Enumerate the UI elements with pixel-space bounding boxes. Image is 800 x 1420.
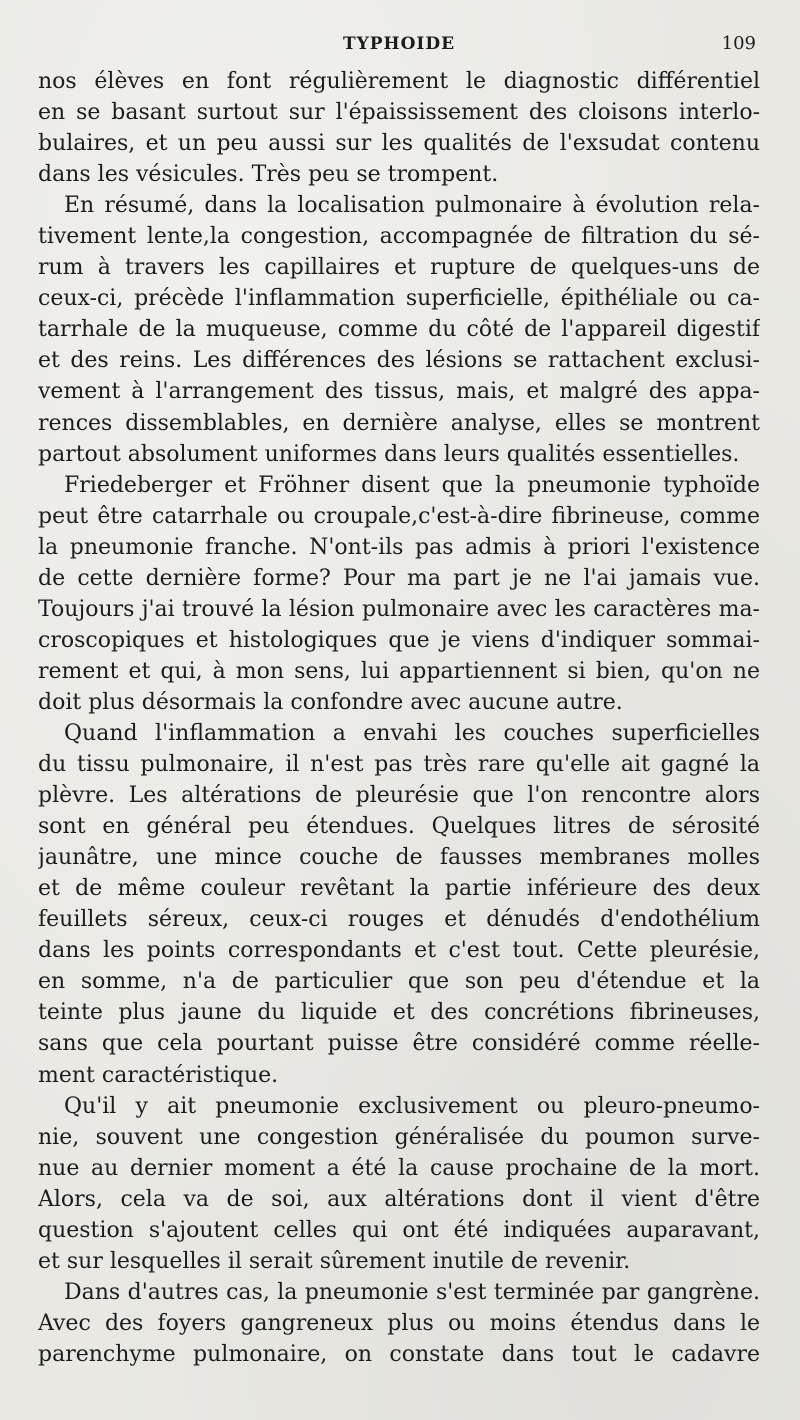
running-head: TYPHOIDE xyxy=(342,34,456,54)
text-line: en se basant surtout sur l'épaississement des cloisons interlo- xyxy=(38,100,760,126)
text-line: partout absolument uniformes dans leurs qualités essentielles. xyxy=(38,441,740,467)
page-header xyxy=(40,30,758,58)
text-line: rences dissemblables, en dernière analyse, elles se montrent xyxy=(38,410,760,436)
text-line: doit plus désormais la confondre avec aucune autre. xyxy=(38,689,623,715)
text-line: ment caractéristique. xyxy=(38,1062,279,1088)
text-line: jaunâtre, une mince couche de fausses membranes molles xyxy=(38,845,760,871)
page-number: 109 xyxy=(721,33,756,54)
text-line: Dans d'autres cas, la pneumonie s'est terminée par gangrène. xyxy=(64,1279,760,1305)
text-line: de cette dernière forme? Pour ma part je ne l'ai jamais vue. xyxy=(38,565,760,591)
text-line: peut être catarrhale ou croupale,c'est-à-dire fibrineuse, comme xyxy=(38,503,760,529)
text-line: rum à travers les capillaires et rupture de quelques-uns de xyxy=(38,255,760,281)
text-line: rement et qui, à mon sens, lui appartiennent si bien, qu'on ne xyxy=(38,658,760,684)
text-line: sans que cela pourtant puisse être considéré comme réelle- xyxy=(38,1031,760,1057)
text-line: dans les points correspondants et c'est tout. Cette pleurésie, xyxy=(38,938,760,964)
text-line: tivement lente,la congestion, accompagnée de filtration du sé- xyxy=(38,224,760,250)
text-line: En résumé, dans la localisation pulmonaire à évolution rela- xyxy=(64,193,760,219)
text-line: ceux-ci, précède l'inflammation superficielle, épithéliale ou ca- xyxy=(38,286,760,312)
text-line: la pneumonie franche. N'ont-ils pas admis à priori l'existence xyxy=(38,534,760,560)
text-line: tarrhale de la muqueuse, comme du côté de l'appareil digestif xyxy=(38,317,760,343)
text-line: parenchyme pulmonaire, on constate dans tout le cadavre xyxy=(38,1341,760,1367)
text-line: Toujours j'ai trouvé la lésion pulmonaire avec les caractères ma- xyxy=(38,596,760,622)
text-line: nie, souvent une congestion généralisée du poumon surve- xyxy=(38,1124,760,1150)
text-line: et des reins. Les différences des lésions se rattachent exclusi- xyxy=(38,348,760,374)
text-line: sont en général peu étendues. Quelques litres de sérosité xyxy=(38,814,760,840)
text-line: vement à l'arrangement des tissus, mais, et malgré des appa- xyxy=(38,379,760,405)
text-line: et sur lesquelles il serait sûrement inutile de revenir. xyxy=(38,1248,631,1274)
text-line: en somme, n'a de particulier que son peu d'étendue et la xyxy=(38,969,760,995)
text-line: Qu'il y ait pneumonie exclusivement ou pleuro-pneumo- xyxy=(64,1093,760,1119)
text-line: question s'ajoutent celles qui ont été indiquées auparavant, xyxy=(38,1217,760,1243)
text-line: Friedeberger et Fröhner disent que la pneumonie typhoïde xyxy=(64,472,760,498)
text-line: du tissu pulmonaire, il n'est pas très rare qu'elle ait gagné la xyxy=(38,752,760,778)
text-line: bulaires, et un peu aussi sur les qualités de l'exsudat contenu xyxy=(38,131,760,157)
text-line: Quand l'inflammation a envahi les couches superficielles xyxy=(64,720,760,746)
text-line: feuillets séreux, ceux-ci rouges et dénudés d'endothélium xyxy=(38,907,760,933)
body-text xyxy=(38,66,760,1370)
text-line: nos élèves en font régulièrement le diagnostic différentiel xyxy=(38,69,760,94)
text-line: teinte plus jaune du liquide et des concrétions fibrineuses, xyxy=(38,1000,760,1026)
text-line: Alors, cela va de soi, aux altérations dont il vient d'être xyxy=(38,1186,760,1212)
text-line: croscopiques et histologiques que je viens d'indiquer sommai- xyxy=(38,627,760,653)
text-line: dans les vésicules. Très peu se trompent. xyxy=(38,162,499,188)
text-line: et de même couleur revêtant la partie inférieure des deux xyxy=(38,876,760,902)
text-line: nue au dernier moment a été la cause prochaine de la mort. xyxy=(38,1155,760,1181)
text-line: Avec des foyers gangreneux plus ou moins étendus dans le xyxy=(38,1310,760,1336)
text-line: plèvre. Les altérations de pleurésie que l'on rencontre alors xyxy=(38,783,760,809)
